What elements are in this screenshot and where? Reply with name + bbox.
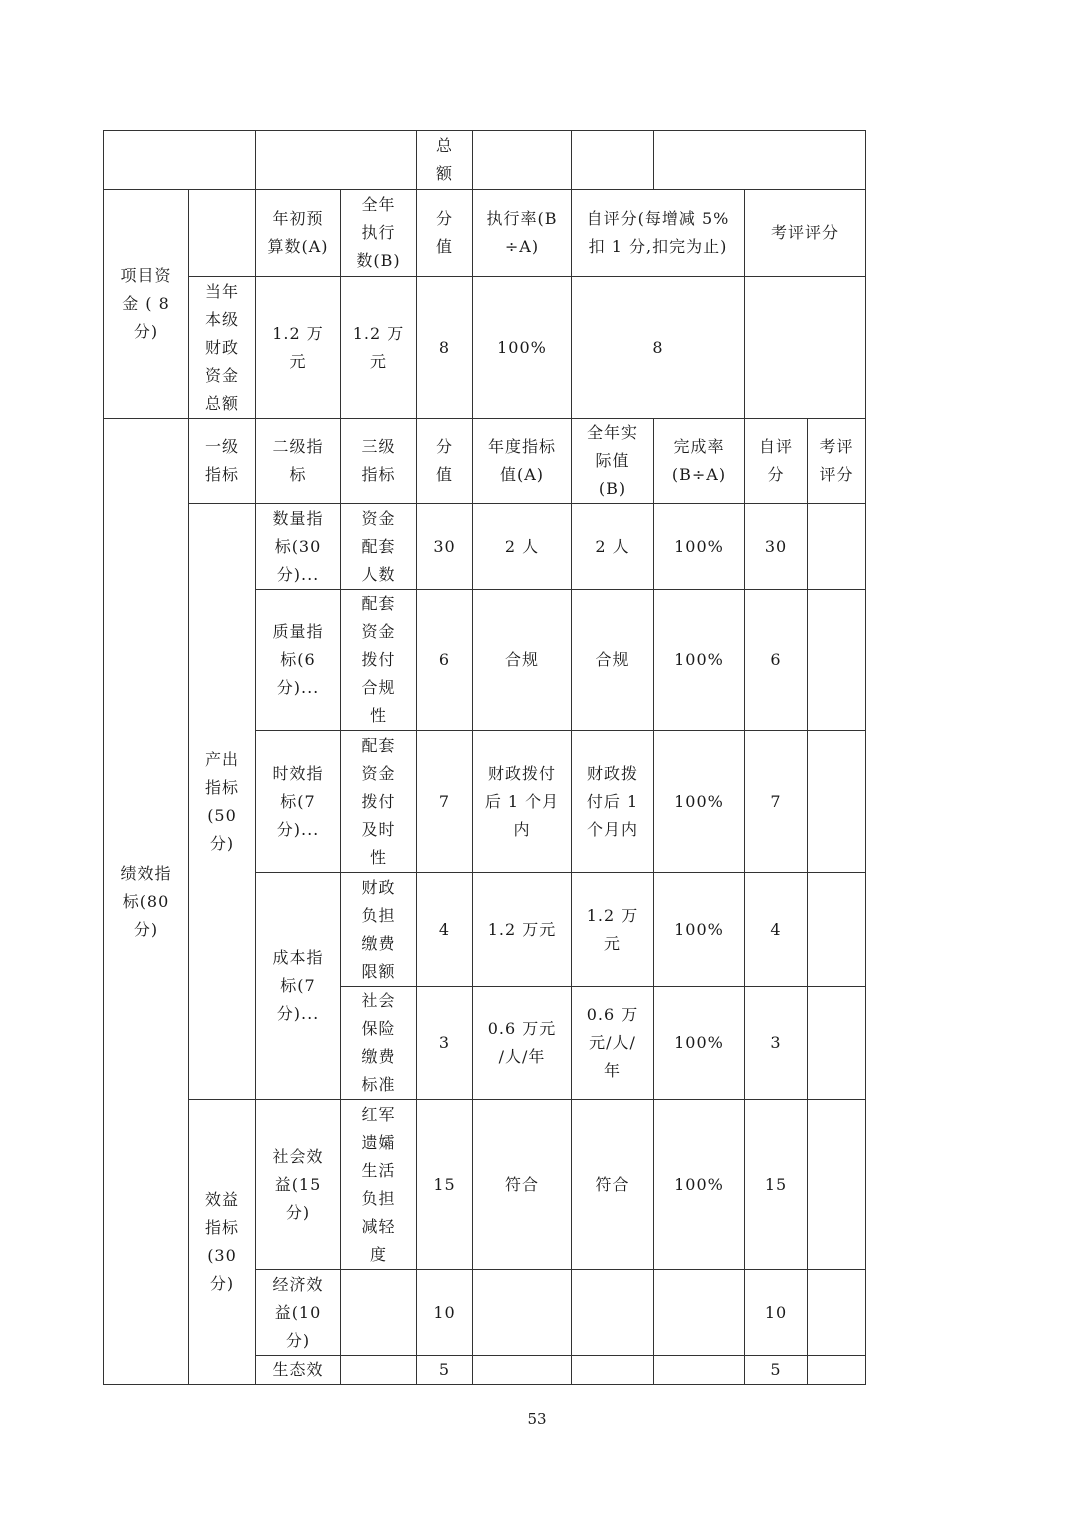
table-cell xyxy=(473,1356,572,1385)
table-cell: 0.6 万元 /人/年 xyxy=(473,987,572,1100)
table-cell: 5 xyxy=(417,1356,473,1385)
table-cell: 经济效 益(10 分) xyxy=(256,1270,341,1356)
header-cell: 自评 分 xyxy=(745,419,808,504)
table-cell: 社会效 益(15 分) xyxy=(256,1100,341,1270)
performance-evaluation-table xyxy=(103,130,866,1385)
table-cell: 30 xyxy=(417,504,473,590)
table-cell: 8 xyxy=(572,277,745,419)
header-cell: 完成率 (B÷A) xyxy=(654,419,745,504)
table-cell: 生态效 xyxy=(256,1356,341,1385)
table-cell: 4 xyxy=(417,873,473,987)
table-cell: 合规 xyxy=(572,590,654,731)
table-cell: 7 xyxy=(745,731,808,873)
table-cell: 财政 负担 缴费 限额 xyxy=(341,873,417,987)
table-cell xyxy=(341,1356,417,1385)
table-row xyxy=(104,419,866,504)
table-cell: 100% xyxy=(654,731,745,873)
table-row xyxy=(104,1100,866,1270)
table-cell xyxy=(341,1270,417,1356)
table-cell xyxy=(808,1356,866,1385)
table-cell xyxy=(104,131,256,190)
table-cell xyxy=(808,590,866,731)
table-cell: 5 xyxy=(745,1356,808,1385)
header-cell: 自评分(每增减 5% 扣 1 分,扣完为止) xyxy=(572,190,745,277)
table-cell: 0.6 万 元/人/ 年 xyxy=(572,987,654,1100)
table-cell: 10 xyxy=(417,1270,473,1356)
table-cell: 3 xyxy=(745,987,808,1100)
table-cell: 质量指 标(6 分)... xyxy=(256,590,341,731)
header-cell: 全年实 际值 (B) xyxy=(572,419,654,504)
header-cell: 年初预 算数(A) xyxy=(256,190,341,277)
table-cell: 2 人 xyxy=(473,504,572,590)
header-cell: 分 值 xyxy=(417,190,473,277)
page-number: 53 xyxy=(527,1410,547,1428)
table-cell xyxy=(473,1270,572,1356)
benefit-indicators-label: 效益 指标 (30 分) xyxy=(189,1100,256,1385)
table-cell: 1.2 万 元 xyxy=(572,873,654,987)
table-cell xyxy=(654,1356,745,1385)
table-cell xyxy=(572,1356,654,1385)
header-cell: 考评评分 xyxy=(745,190,866,277)
table-cell xyxy=(572,131,654,190)
table-cell xyxy=(808,504,866,590)
performance-indicators-label: 绩效指 标(80 分) xyxy=(104,419,189,1385)
table-row xyxy=(104,190,866,277)
table-cell xyxy=(808,987,866,1100)
table-cell: 1.2 万 元 xyxy=(341,277,417,419)
header-cell: 分 值 xyxy=(417,419,473,504)
table-cell: 合规 xyxy=(473,590,572,731)
header-cell: 年度指标 值(A) xyxy=(473,419,572,504)
table-cell: 1.2 万元 xyxy=(473,873,572,987)
table-cell xyxy=(189,190,256,277)
header-cell: 三级 指标 xyxy=(341,419,417,504)
table-cell: 10 xyxy=(745,1270,808,1356)
header-cell: 一级 指标 xyxy=(189,419,256,504)
table-cell: 100% xyxy=(654,987,745,1100)
table-cell xyxy=(808,1100,866,1270)
table-cell xyxy=(473,131,572,190)
table-cell: 6 xyxy=(745,590,808,731)
table-cell: 配套 资金 拨付 合规 性 xyxy=(341,590,417,731)
table-cell xyxy=(572,1270,654,1356)
table-cell xyxy=(745,277,866,419)
table-cell: 1.2 万 元 xyxy=(256,277,341,419)
table-row xyxy=(104,131,866,190)
table-cell: 成本指 标(7 分)... xyxy=(256,873,341,1100)
header-cell: 全年 执行 数(B) xyxy=(341,190,417,277)
table-cell: 30 xyxy=(745,504,808,590)
output-indicators-label: 产出 指标 (50 分) xyxy=(189,504,256,1100)
table-cell xyxy=(654,131,866,190)
header-cell: 二级指 标 xyxy=(256,419,341,504)
table-cell: 总 额 xyxy=(417,131,473,190)
project-funds-label: 项目资 金 ( 8 分) xyxy=(104,190,189,419)
table-cell xyxy=(654,1270,745,1356)
header-cell: 考评 评分 xyxy=(808,419,866,504)
table-cell: 4 xyxy=(745,873,808,987)
table-cell: 100% xyxy=(654,590,745,731)
table-cell: 符合 xyxy=(473,1100,572,1270)
table-cell: 红军 遗孀 生活 负担 减轻 度 xyxy=(341,1100,417,1270)
table-cell: 社会 保险 缴费 标准 xyxy=(341,987,417,1100)
table-cell: 8 xyxy=(417,277,473,419)
table-cell: 15 xyxy=(417,1100,473,1270)
table-cell: 6 xyxy=(417,590,473,731)
table-cell: 数量指 标(30 分)... xyxy=(256,504,341,590)
table-cell: 3 xyxy=(417,987,473,1100)
table-cell: 100% xyxy=(473,277,572,419)
table-cell: 15 xyxy=(745,1100,808,1270)
table-cell xyxy=(808,731,866,873)
table-cell: 符合 xyxy=(572,1100,654,1270)
funds-sub-label: 当年 本级 财政 资金 总额 xyxy=(189,277,256,419)
table-row xyxy=(104,277,866,419)
table-cell: 2 人 xyxy=(572,504,654,590)
table-cell xyxy=(808,873,866,987)
table-cell: 7 xyxy=(417,731,473,873)
table-cell: 100% xyxy=(654,1100,745,1270)
table-cell: 100% xyxy=(654,504,745,590)
table-cell: 资金 配套 人数 xyxy=(341,504,417,590)
table-cell xyxy=(808,1270,866,1356)
table-cell: 时效指 标(7 分)... xyxy=(256,731,341,873)
table-cell xyxy=(256,131,417,190)
table-row xyxy=(104,504,866,590)
table-cell: 财政拨付 后 1 个月 内 xyxy=(473,731,572,873)
header-cell: 执行率(B ÷A) xyxy=(473,190,572,277)
table-cell: 配套 资金 拨付 及时 性 xyxy=(341,731,417,873)
table-cell: 财政拨 付后 1 个月内 xyxy=(572,731,654,873)
table-cell: 100% xyxy=(654,873,745,987)
